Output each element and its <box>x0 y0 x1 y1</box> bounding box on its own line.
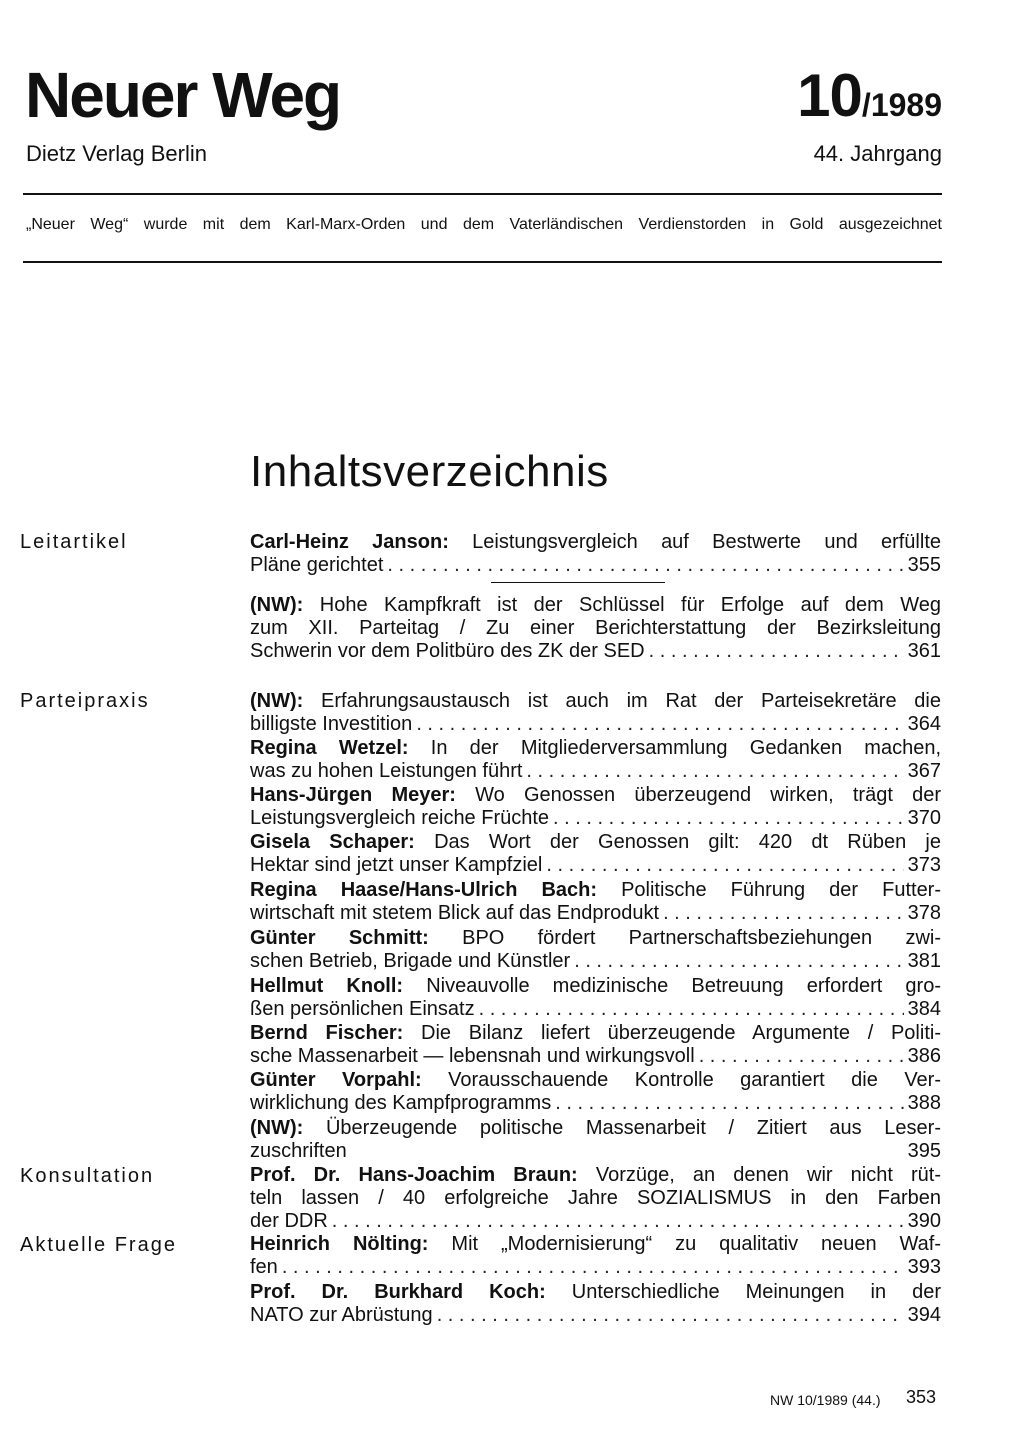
entry-author: Hellmut Knoll: <box>250 975 404 997</box>
leader-dots <box>553 807 904 830</box>
toc-entry[interactable] <box>250 879 941 925</box>
entry-title: Vorzüge, an denen wir nicht rüt- <box>595 1164 942 1186</box>
entry-title: Die Bilanz liefert überzeugende Argumente / Politi- <box>421 1022 941 1044</box>
entry-title-end: NATO zur Abrüstung <box>250 1304 433 1326</box>
entry-title-end: der DDR <box>250 1210 328 1232</box>
leader-dots <box>416 713 903 736</box>
volume: 44. Jahrgang <box>813 141 942 166</box>
footer-issue-ref: NW 10/1989 (44.) <box>770 1392 881 1408</box>
leader-dots <box>282 1256 904 1279</box>
entry-author: Carl-Heinz Janson: <box>250 531 449 553</box>
leader-dots <box>699 1045 904 1068</box>
footer-page-number: 353 <box>906 1387 937 1407</box>
toc-entry[interactable] <box>250 1233 941 1279</box>
entry-page: 364 <box>907 713 941 735</box>
entry-title-cont: zum XII. Parteitag / Zu einer Berichterstattung der Bezirksleitung <box>250 617 941 639</box>
leader-dots <box>526 760 903 783</box>
entry-title: Erfahrungsaustausch ist auch im Rat der Parteisekretäre die <box>321 690 941 712</box>
category-leitartikel: Leitartikel <box>20 531 128 553</box>
category-aktuelle-frage: Aktuelle Frage <box>20 1234 177 1256</box>
entry-title: Leistungsvergleich auf Bestwerte und erfüllte <box>472 531 941 553</box>
entry-title-end: wirklichung des Kampfprogramms <box>250 1092 552 1114</box>
entry-page: 390 <box>907 1210 941 1232</box>
entry-author: (NW): <box>250 690 304 712</box>
entry-title: Vorausschauende Kontrolle garantiert die Ver- <box>448 1069 941 1091</box>
entry-title-end: Pläne gerichtet <box>250 554 384 576</box>
entry-author: Günter Schmitt: <box>250 927 429 949</box>
leader-dots <box>649 640 904 663</box>
entry-author: (NW): <box>250 594 304 616</box>
entry-title: Überzeugende politische Massenarbeit / Zitiert aus Leser- <box>325 1117 941 1139</box>
entry-page: 370 <box>907 807 941 829</box>
entry-title-end: ßen persönlichen Einsatz <box>250 998 475 1020</box>
entry-page: 395 <box>907 1140 941 1162</box>
issue-number-value: 10 <box>797 62 862 129</box>
entry-author: Bernd Fischer: <box>250 1022 404 1044</box>
entry-page: 393 <box>907 1256 941 1278</box>
entry-author: Prof. Dr. Burkhard Koch: <box>250 1281 546 1303</box>
leader-dots <box>479 998 904 1021</box>
entry-title-end: Hektar sind jetzt unser Kampfziel <box>250 854 543 876</box>
award-line: „Neuer Weg“ wurde mit dem Karl-Marx-Orden und dem Vaterländischen Verdienstorden in Gold ausgezeichnet <box>26 216 942 233</box>
entry-page: 361 <box>907 640 941 662</box>
entry-title-end: was zu hohen Leistungen führt <box>250 760 523 782</box>
entry-title-cont: teln lassen / 40 erfolgreiche Jahre SOZIALISMUS in den Farben <box>250 1187 941 1209</box>
leader-dots <box>546 854 903 877</box>
entry-page: 355 <box>907 554 941 576</box>
toc-entry[interactable] <box>250 1164 941 1233</box>
entry-title: In der Mitgliederversammlung Gedanken machen, <box>430 737 942 759</box>
leader-dots <box>663 902 904 925</box>
toc-entry[interactable] <box>250 1069 941 1115</box>
entry-author: Regina Wetzel: <box>250 737 409 759</box>
toc-entry[interactable] <box>250 831 941 877</box>
toc-entry[interactable] <box>250 1281 941 1327</box>
entry-page: 388 <box>907 1092 941 1114</box>
entry-title-end: billigste Investition <box>250 713 413 735</box>
toc-entry[interactable] <box>250 975 941 1021</box>
toc-entry[interactable] <box>250 784 941 830</box>
entry-author: Günter Vorpahl: <box>250 1069 422 1091</box>
toc-entry[interactable] <box>250 737 941 783</box>
entry-title-end: Schwerin vor dem Politbüro des ZK der SED <box>250 640 645 662</box>
entry-author: Prof. Dr. Hans-Joachim Braun: <box>250 1164 578 1186</box>
entry-author: Regina Haase/Hans-Ulrich Bach: <box>250 879 598 901</box>
leader-dots <box>387 554 903 577</box>
toc-entry[interactable] <box>250 1022 941 1068</box>
leader-dots <box>555 1092 903 1115</box>
entry-title-end: schen Betrieb, Brigade und Künstler <box>250 950 571 972</box>
entry-page: 378 <box>907 902 941 924</box>
issue-year: /1989 <box>861 87 942 123</box>
entry-page: 386 <box>907 1045 941 1067</box>
entry-title: Das Wort der Genossen gilt: 420 dt Rüben je <box>434 831 941 853</box>
entry-author: Hans-Jürgen Meyer: <box>250 784 456 806</box>
entry-title: Unterschiedliche Meinungen in der <box>571 1281 941 1303</box>
leader-dots <box>332 1210 904 1233</box>
divider-top <box>23 193 942 195</box>
entry-title: Wo Genossen überzeugend wirken, trägt der <box>475 784 941 806</box>
toc-entry[interactable] <box>250 690 941 736</box>
entry-title-end: fen <box>250 1256 278 1278</box>
category-konsultation: Konsultation <box>20 1165 155 1187</box>
entry-title-end: sche Massenarbeit — lebensnah und wirkungsvoll <box>250 1045 695 1067</box>
publisher: Dietz Verlag Berlin <box>26 141 207 166</box>
entry-title: Politische Führung der Futter- <box>621 879 942 901</box>
entry-page: 394 <box>907 1304 941 1326</box>
entry-title-end: Leistungsvergleich reiche Früchte <box>250 807 550 829</box>
entry-author: (NW): <box>250 1117 304 1139</box>
entry-author: Heinrich Nölting: <box>250 1233 429 1255</box>
entry-page: 367 <box>907 760 941 782</box>
entry-title: Mit „Modernisierung“ zu qualitativ neuen Waf- <box>451 1233 942 1255</box>
divider-bottom <box>23 261 942 263</box>
magazine-title: Neuer Weg <box>25 59 341 131</box>
toc-entry[interactable] <box>250 927 941 973</box>
toc-entry[interactable] <box>250 531 941 577</box>
entry-page: 381 <box>907 950 941 972</box>
category-parteipraxis: Parteipraxis <box>20 690 150 712</box>
toc-entry[interactable] <box>250 1117 941 1163</box>
entry-page: 373 <box>907 854 941 876</box>
issue-number <box>797 62 942 142</box>
leader-dots <box>574 950 903 973</box>
toc-entry[interactable] <box>250 594 941 663</box>
entry-page: 384 <box>907 998 941 1020</box>
entry-title: Hohe Kampfkraft ist der Schlüssel für Erfolge auf dem Weg <box>319 594 941 616</box>
entry-author: Gisela Schaper: <box>250 831 415 853</box>
separator-rule <box>491 582 665 583</box>
entry-title: BPO fördert Partnerschaftsbeziehungen zwi- <box>462 927 941 949</box>
entry-title-end: wirtschaft mit stetem Blick auf das Endprodukt <box>250 902 660 924</box>
entry-title: Niveauvolle medizinische Betreuung erfordert gro- <box>426 975 942 997</box>
toc-heading: Inhaltsverzeichnis <box>250 447 609 496</box>
leader-dots <box>437 1304 904 1327</box>
entry-title-end: zuschriften <box>250 1140 347 1162</box>
